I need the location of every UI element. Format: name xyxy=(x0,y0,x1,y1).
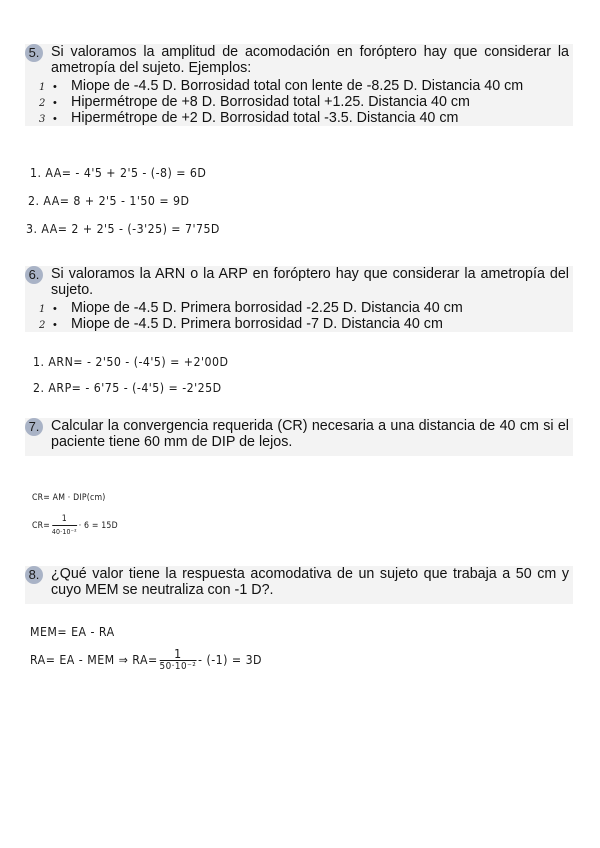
handwritten-answer: 1. ARN= - 2'50 - (-4'5) = +2'00D xyxy=(33,355,229,369)
question-text: Calcular la convergencia requerida (CR) necesaria a una distancia de 40 cm si el paciente tiene 60 mm de DIP de lejos. xyxy=(51,418,569,450)
question-number: 6. xyxy=(25,266,43,284)
question-number: 7. xyxy=(25,418,43,436)
example-item: 3 • Hipermétrope de +2 D. Borrosidad total -3.5. Distancia 40 cm xyxy=(39,110,459,126)
handwritten-formula: MEM= EA - RA xyxy=(30,625,115,639)
question-text: Si valoramos la amplitud de acomodación en foróptero hay que considerar la ametropía del sujeto. Ejemplos: xyxy=(51,44,569,76)
handwritten-number: 2 xyxy=(39,320,46,331)
handwritten-number: 3 xyxy=(39,114,46,125)
question-5 xyxy=(25,44,573,126)
handwritten-answer: 2. AA= 8 + 2'5 - 1'50 = 9D xyxy=(28,194,190,208)
example-item: 1 • Miope de -4.5 D. Borrosidad total con lente de -8.25 D. Distancia 40 cm xyxy=(39,78,524,94)
handwritten-answer: 2. ARP= - 6'75 - (-4'5) = -2'25D xyxy=(33,381,222,395)
fraction: $\frac{1}{\text{50·10⁻²}}$ xyxy=(159,647,197,672)
question-text: ¿Qué valor tiene la respuesta acomodativa de un sujeto que trabaja a 50 cm y cuyo MEM se neutraliza con -1 D?. xyxy=(51,566,569,598)
handwritten-calculation: RA= EA - MEM ⇒ RA= $\frac{1}{\text{50·10⁻²}}$ - (-1) = 3D xyxy=(30,647,263,672)
question-text: Si valoramos la ARN o la ARP en foróptero hay que considerar la ametropía del sujeto. xyxy=(51,266,569,298)
handwritten-answer: 1. AA= - 4'5 + 2'5 - (-8) = 6D xyxy=(30,166,207,180)
handwritten-formula: CR= AM · DIP(cm) xyxy=(32,493,106,503)
question-7 xyxy=(25,418,573,456)
example-item: 2 • Hipermétrope de +8 D. Borrosidad total +1.25. Distancia 40 cm xyxy=(39,94,470,110)
handwritten-number: 2 xyxy=(39,98,46,109)
question-8 xyxy=(25,566,573,604)
handwritten-answer: 3. AA= 2 + 2'5 - (-3'25) = 7'75D xyxy=(26,222,220,236)
example-item: 2 • Miope de -4.5 D. Primera borrosidad -7 D. Distancia 40 cm xyxy=(39,316,443,332)
question-6 xyxy=(25,266,573,332)
example-item: 1 • Miope de -4.5 D. Primera borrosidad -2.25 D. Distancia 40 cm xyxy=(39,300,463,316)
fraction: $\frac{1}{\text{40·10⁻²}}$ xyxy=(51,514,77,536)
handwritten-calculation: CR= $\frac{1}{\text{40·10⁻²}}$ · 6 = 15D xyxy=(32,514,118,536)
handwritten-number: 1 xyxy=(39,82,46,93)
question-number: 8. xyxy=(25,566,43,584)
handwritten-number: 1 xyxy=(39,304,46,315)
question-number: 5. xyxy=(25,44,43,62)
